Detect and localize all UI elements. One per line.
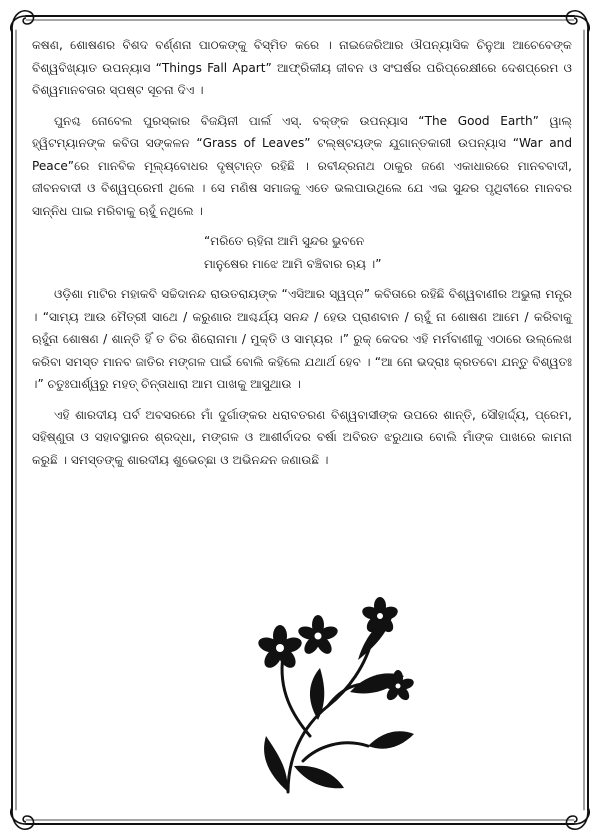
flower-illustration xyxy=(248,596,418,796)
verse-line-1: “ମରିତେ ଋହିନା ଆମି ସୁନ୍ଦର ଭୁବନେ xyxy=(204,234,365,248)
paragraph-1: କଷଣ, ଶୋଷଣର ବିଶଦ ବର୍ଣ୍ଣନା ପାଠକଙ୍କୁ ବିସ୍ମିତ କରେ । ନାଇଜେରିଆର ଔପନ୍ୟାସିକ ଚିନୁଆ ଆଚେବେଙ୍କ ବିଶ୍ୱବିଖ୍ୟାତ ଉପନ୍ୟାସ “Things Fall Apart” ଆଫ୍ରିକୀୟ ଜୀବନ ଓ ସଂଘର୍ଷର ପରିପ୍ରେକ୍ଷୀରେ ଦେଶପ୍ରେମ ଓ ବିଶ୍ୱମାନବତାର ସ୍ପଷ୍ଟ ସୂଚନା ଦିଏ । xyxy=(32,38,572,97)
verse-line-2: ମାନୁଷେର ମାଝେ ଆମି ବଞ୍ଚିବାର ଋୟ ।” xyxy=(204,256,382,271)
paragraph-3: ଓଡ଼ିଶା ମାଟିର ମହାକବି ସଚ୍ଚିଦାନନ୍ଦ ରାଉତରାୟଙ୍କ “ଏସିଆର ସ୍ୱପ୍ନ” କବିତାରେ ରହିଛି ବିଶ୍ୱବାଣୀର ଅଭୁଲା ମନ୍ତ୍ର । “ସାମ୍ୟ ଆଉ ମୈତ୍ରୀ ସାଥେ / କରୁଣାର ଆଶ୍ଚର୍ଯ୍ୟ ସନନ୍ଦ / ହେଉ ପ୍ରାଣବାନ / ଋହୁଁ ନା ଶୋଷଣ ଆମେ / କରିବାକୁ ଋହୁଁନା ଶୋଷଣ / ଶାନ୍ତି ହିଁ ତ ଚିର ଶିରୋନାମା / ମୁକ୍ତି ଓ ସାମ୍ୟର ।” ରୁକ୍ କେଦର ଏହି ମର୍ମବାଣୀକୁ ଏଠାରେ ଉଲ୍ଲେଖ କରିବା ସମସ୍ତ ମାନବ ଜାତିର ମଙ୍ଗଳ ପାଇଁ ବୋଲି କହିଲେ ଯଥାର୍ଥ ହେବ । “ଆ ନୋ ଭଦ୍ରାଃ କ୍ରତବୋ ଯନ୍ତୁ ବିଶ୍ୱତଃ ।” ଚତୁଃପାର୍ଶ୍ୱରୁ ମହତ୍ ଚିନ୍ତାଧାରା ଆମ ପାଖକୁ ଆସୁଥାଉ । xyxy=(32,287,572,391)
paragraph-2: ପୁନଶ୍ଚ ନୋବେଲ ପୁରସ୍କାର ବିଜୟିନୀ ପାର୍ଲ ଏସ୍. ବକ୍‌ଙ୍କ ଉପନ୍ୟାସ “The Good Earth” ୱାଲ୍ ହ୍ୱିଟମ୍ୟାନଙ୍କ କବିତା ସଙ୍କଳନ “Grass of Leaves” ଟଲ୍‌ଷ୍ଟୟଙ୍କ ଯୁଗାନ୍ତକାରୀ ଉପନ୍ୟାସ “War and Peace”ରେ ମାନବିକ ମୂଲ୍ୟବୋଧର ଦୃଷ୍ଟାନ୍ତ ରହିଛି । ରବୀନ୍ଦ୍ରନାଥ ଠାକୁର ଜଣେ ଏକାଧାରରେ ମାନବବାଦୀ, ଜୀବନବାଦୀ ଓ ବିଶ୍ୱପ୍ରେମୀ ଥିଲେ । ସେ ମଣିଷ ସମାଜକୁ ଏତେ ଭଲପାଉଥିଲେ ଯେ ଏଇ ସୁନ୍ଦର ପୃଥିବୀରେ ମାନବର ସାନ୍ନିଧ ପାଇ ମରିବାକୁ ଋହୁଁ ନଥିଲେ । xyxy=(32,113,572,218)
verse-quote xyxy=(32,230,572,275)
document-body xyxy=(32,34,572,479)
paragraph-4: ଏହି ଶାରଦୀୟ ପର୍ବ ଅବସରରେ ମାଁ ଦୁର୍ଗାଙ୍କର ଧରାବତରଣ ବିଶ୍ୱବାସୀଙ୍କ ଉପରେ ଶାନ୍ତି, ସୌହାର୍ଦ୍ଦ୍ୟ, ପ୍ରେମ, ସହିଷ୍ଣୁତା ଓ ସହାବସ୍ଥାନର ଶ୍ରଦ୍ଧା, ମଙ୍ଗଳ ଓ ଆଶୀର୍ବାଦର ବର୍ଷା ଅବିରତ ଝରୁଥାଉ ବୋଲି ମାଁଙ୍କ ପାଖରେ କାମନା କରୁଛି । ସମସ୍ତଙ୍କୁ ଶାରଦୀୟ ଶୁଭେଚ୍ଛା ଓ ଅଭିନନ୍ଦନ ଜଣାଉଛି । xyxy=(32,407,572,467)
